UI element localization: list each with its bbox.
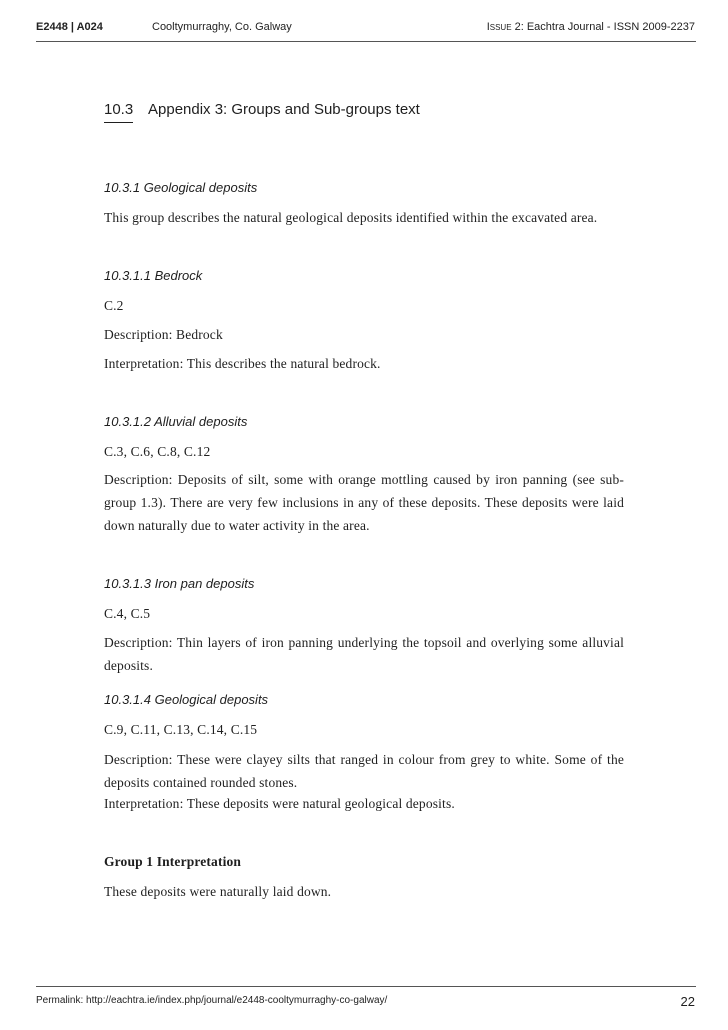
header-issue-label: Issue: [486, 21, 512, 33]
ironpan-contexts: C.4, C.5: [104, 606, 151, 621]
header-divider: [36, 41, 696, 42]
bedrock-description: Description: Bedrock: [104, 327, 223, 342]
alluvial-description: Description: Deposits of silt, some with orange mottling caused by iron panning (see sub-group 1.3). There are very few inclusions in any of these deposits. These deposits were laid down naturally due to water activity in the area.: [104, 472, 624, 533]
bedrock-interpretation: Interpretation: This describes the natural bedrock.: [104, 356, 381, 371]
header-issue-rest: 2: Eachtra Journal - ISSN 2009-2237: [511, 21, 695, 33]
group1-heading: Group 1 Interpretation: [104, 854, 242, 869]
subheading-iron-pan: 10.3.1.3 Iron pan deposits: [104, 576, 255, 591]
group1-text: These deposits were naturally laid down.: [104, 884, 332, 899]
paragraph-geological-intro: This group describes the natural geological deposits identified within the excavated area.: [104, 210, 598, 225]
footer-divider: [36, 986, 696, 987]
subheading-geological-deposits-2: 10.3.1.4 Geological deposits: [104, 692, 269, 707]
alluvial-contexts: C.3, C.6, C.8, C.12: [104, 444, 211, 459]
subheading-bedrock: 10.3.1.1 Bedrock: [104, 268, 203, 283]
geological2-interpretation: Interpretation: These deposits were natural geological deposits.: [104, 796, 455, 811]
subheading-geological-deposits: 10.3.1 Geological deposits: [104, 180, 258, 195]
section-number: 10.3: [104, 101, 134, 118]
section-number-underline: [104, 122, 133, 123]
header-issue: [487, 21, 695, 33]
ironpan-description: Description: Thin layers of iron panning underlying the topsoil and overlying some alluvial deposits.: [104, 635, 624, 673]
geological2-description: Description: These were clayey silts that ranged in colour from grey to white. Some of the deposits contained rounded stones.: [104, 752, 624, 790]
subheading-alluvial: 10.3.1.2 Alluvial deposits: [104, 414, 248, 429]
permalink[interactable]: Permalink: http://eachtra.ie/index.php/journal/e2448-cooltymurraghy-co-galway/: [36, 995, 388, 1006]
header-code: E2448 | A024: [36, 21, 103, 33]
geological2-contexts: C.9, C.11, C.13, C.14, C.15: [104, 722, 258, 737]
section-title: Appendix 3: Groups and Sub-groups text: [148, 101, 420, 118]
header-place: Cooltymurraghy, Co. Galway: [152, 21, 292, 33]
page-number: 22: [680, 994, 695, 1009]
bedrock-contexts: C.2: [104, 298, 124, 313]
